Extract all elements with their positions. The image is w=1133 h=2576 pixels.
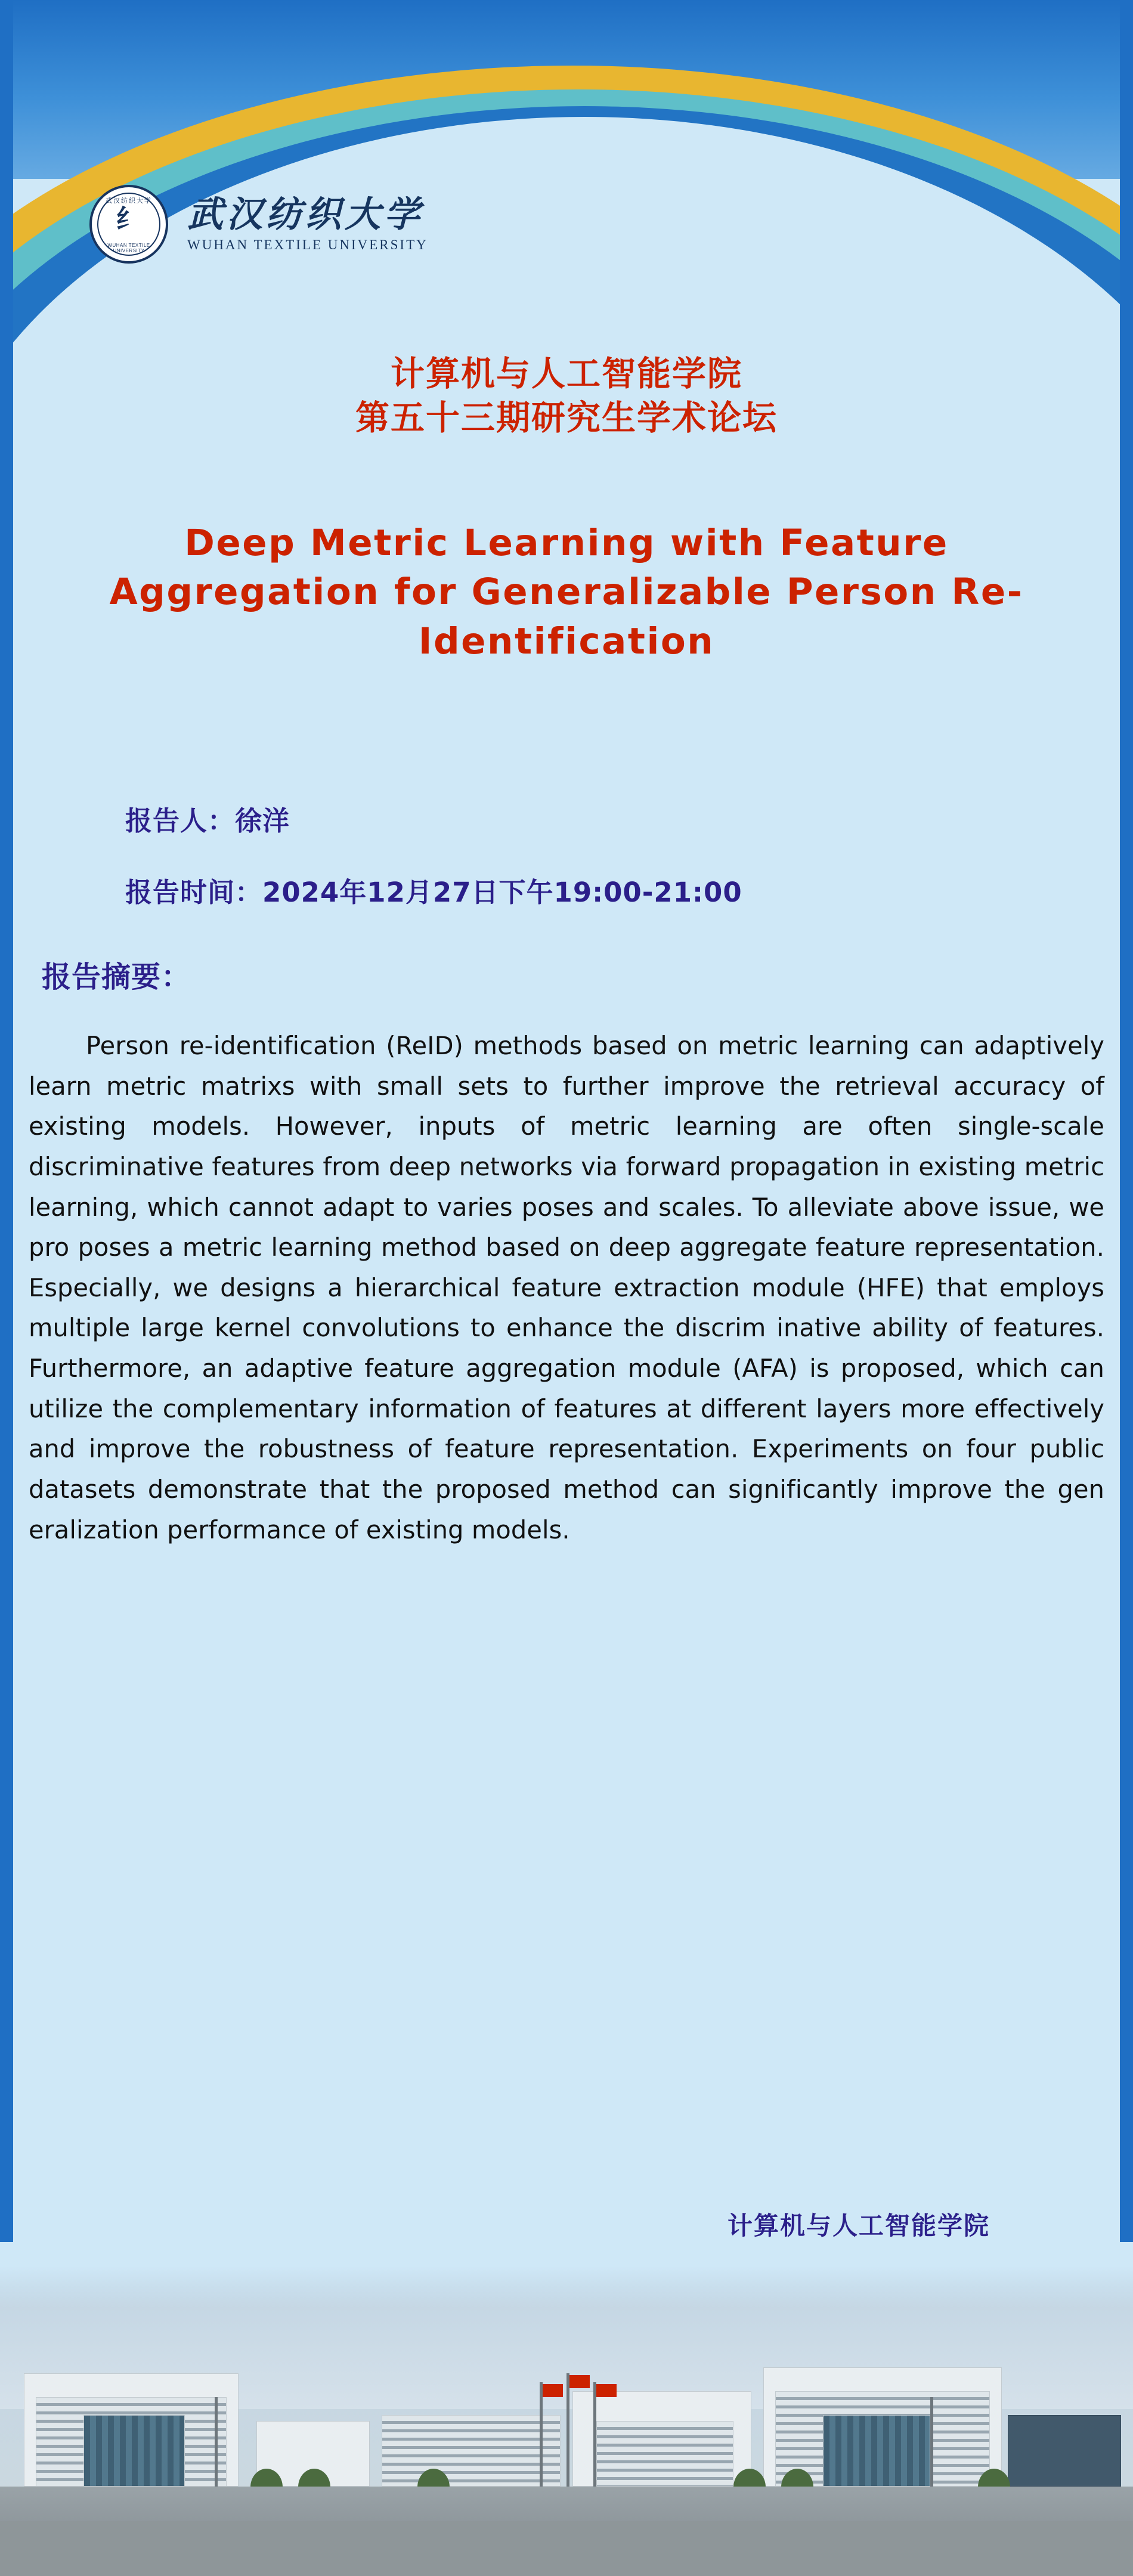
forum-title-line2: 第五十三期研究生学术论坛 bbox=[355, 398, 778, 438]
building-left-glass bbox=[83, 2415, 185, 2487]
university-header bbox=[89, 185, 428, 264]
flag-left bbox=[543, 2384, 563, 2397]
organizer-signature: 计算机与人工智能学院 bbox=[727, 2211, 990, 2240]
time-label: 报告时间： bbox=[125, 877, 263, 908]
flagpole-center bbox=[566, 2373, 569, 2487]
speaker-line bbox=[125, 799, 290, 838]
right-border-stripe bbox=[1120, 0, 1133, 2242]
photo-plaza bbox=[0, 2521, 1133, 2576]
left-border-stripe bbox=[0, 0, 13, 2242]
building-center-mid bbox=[382, 2415, 561, 2487]
lamp-post-left bbox=[215, 2397, 218, 2487]
speaker-label: 报告人： bbox=[125, 805, 236, 837]
time-value: 2024年12月27日下午19:00-21:00 bbox=[262, 877, 742, 908]
seal-center-glyph: 纟 bbox=[116, 204, 142, 234]
flagpole-left bbox=[540, 2382, 543, 2487]
seal-arc-bottom-text: WUHAN TEXTILE UNIVERSITY bbox=[107, 243, 150, 253]
building-far-right bbox=[1008, 2415, 1121, 2487]
university-name-cn: 武汉纺织大学 bbox=[187, 193, 423, 236]
university-name-en: WUHAN TEXTILE UNIVERSITY bbox=[187, 237, 428, 252]
building-center-right bbox=[596, 2421, 733, 2487]
speaker-name: 徐洋 bbox=[235, 805, 290, 837]
university-seal-icon bbox=[89, 185, 168, 264]
building-right-glass bbox=[823, 2415, 930, 2487]
flag-right bbox=[596, 2384, 617, 2397]
time-line bbox=[125, 871, 742, 909]
flagpole-right bbox=[593, 2382, 596, 2487]
lamp-post-right bbox=[930, 2397, 933, 2487]
seal-arc-top-text: 武汉纺织大学 bbox=[106, 197, 152, 205]
abstract-heading: 报告摘要： bbox=[42, 960, 191, 994]
photo-top-fade bbox=[0, 2266, 1133, 2308]
forum-title bbox=[0, 352, 1133, 440]
talk-title: Deep Metric Learning with Feature Aggregation for Generalizable Person Re-Identification bbox=[109, 522, 1024, 662]
forum-title-line1: 计算机与人工智能学院 bbox=[391, 354, 742, 394]
flag-center bbox=[569, 2375, 590, 2388]
abstract-body: Person re-identification (ReID) methods based on metric learning can adaptively learn metric matrixs with small sets to further improve the retrieval accuracy of existing models. However, inputs of metric learning are often single-scale discriminative features from deep networks via forward propagation in existing metric learning, which cannot adapt to varies poses and scales. To alleviate above issue, we pro poses a metric learning method based on deep aggregate feature representation. Especially, we designs a hierarchical feature extraction module (HFE) that employs multiple large kernel convolutions to enhance the discrim inative ability of features. Furthermore, an adaptive feature aggregation module (AFA) is proposed, which can utilize the complementary information of features at different layers more effectively and improve the robustness of feature representation. Experiments on four public datasets demonstrate that the proposed method can significantly improve the gen eralization performance of existing models. bbox=[29, 1031, 1104, 1544]
university-name-block bbox=[187, 193, 428, 253]
campus-photo bbox=[0, 2266, 1133, 2576]
